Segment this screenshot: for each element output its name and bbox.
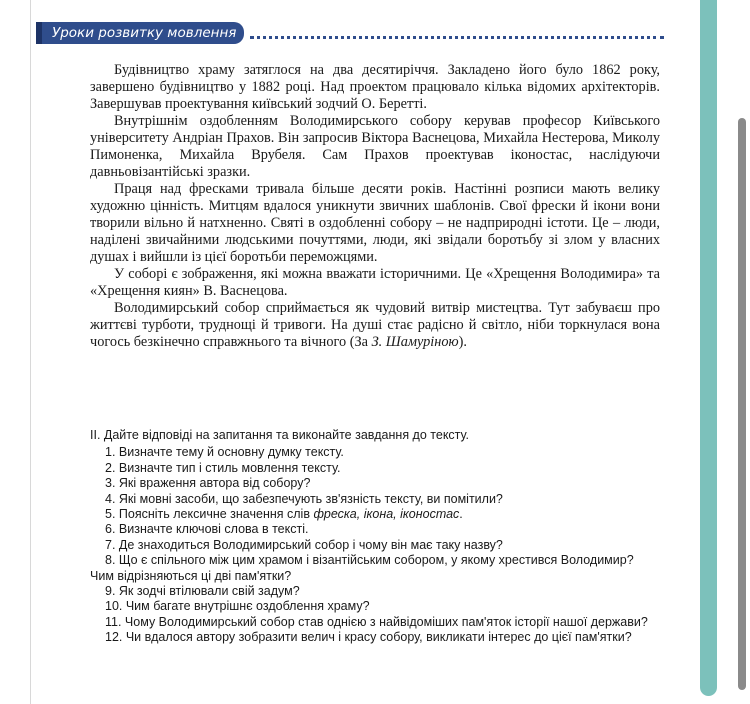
viewer-scrollbar[interactable] xyxy=(738,118,746,690)
questions-list xyxy=(90,445,660,645)
questions-block xyxy=(90,428,660,646)
question-5-words: фреска, ікона, іконостас xyxy=(313,507,460,522)
question-6: 6. Визначте ключові слова в тексті. xyxy=(105,522,309,537)
paragraph-1: Будівництво храму затяглося на два десятиріччя. Закладено його було 1862 року, завершено будівництво у 1882 році. Над проектом працювало кілька відомих архітекторів. Завершував проектування київський зодчий О. Беретті. xyxy=(90,62,660,112)
question-5 xyxy=(90,507,660,522)
paragraph-4: У соборі є зображення, які можна вважати історичними. Це «Хрещення Володимира» та «Хрещення киян» В. Васнецова. xyxy=(90,266,660,299)
source-author: З. Шамуріною xyxy=(371,334,459,350)
paragraph-3: Праця над фресками тривала більше десяти років. Настінні розписи мають велику художню цінність. Митцям вдалося уникнути звичних шаблонів. Свої фрески й ікони вони творили вільно й натхненно. Святі в оздобленні собору – не надприродні істоти. Це – люди, наділені звичайними людськими почуттями, люди, які звідали боротьбу зі злом у власних душах і вийшли із цієї боротьби переможцями. xyxy=(90,181,660,265)
section-title: Уроки розвитку мовлення xyxy=(36,22,244,44)
question-2: 2. Визначте тип і стиль мовлення тексту. xyxy=(105,460,341,475)
paragraph-2: Внутрішнім оздобленням Володимирського собору керував професор Київського університету Андріан Прахов. Він запросив Віктора Васнецова, Михайла Нестерова, Миколу Пимоненка, Михайла Врубеля. Сам Прахов проектував іконостас, наслідуючи давньовізантійські зразки. xyxy=(90,113,660,180)
question-12: 12. Чи вдалося автору зобразити велич і красу собору, викликати інтерес до цієї пам'ятки? xyxy=(105,630,632,645)
reading-text xyxy=(90,62,660,351)
paragraph-5-end: ). xyxy=(458,334,467,350)
question-8: 8. Що є спільного між цим храмом і візантійським собором, у якому хрестився Володимир? Чим відрізняються ці дві пам'ятки? xyxy=(90,553,634,583)
question-5-text: 5. Поясніть лексичне значення слів xyxy=(105,507,314,522)
question-9: 9. Як зодчі втілювали свій задум? xyxy=(105,584,300,599)
paragraph-5 xyxy=(90,300,660,351)
page-scrollbar[interactable] xyxy=(700,0,717,696)
section-header xyxy=(36,22,664,44)
header-dotted-line xyxy=(250,36,664,39)
question-3: 3. Які враження автора від собору? xyxy=(105,476,311,491)
question-1: 1. Визначте тему й основну думку тексту. xyxy=(105,445,344,460)
question-7: 7. Де знаходиться Володимирський собор і чому він має таку назву? xyxy=(105,537,503,552)
question-5-end: . xyxy=(459,507,463,522)
question-10: 10. Чим багате внутрішнє оздоблення храму? xyxy=(105,599,370,614)
paragraph-5-text: Володимирський собор сприймається як чудовий витвір мистецтва. Тут забуваєш про життєві турботи, труднощі й тривоги. На душі стає радісно й світло, ніби торкнулася вона чогось безкінечно справжнього та вічного (За xyxy=(90,300,660,350)
question-4: 4. Які мовні засоби, що забезпечують зв'язність тексту, ви помітили? xyxy=(105,491,503,506)
question-11: 11. Чому Володимирський собор став однією з найвідоміших пам'яток історії нашої держави? xyxy=(105,614,648,629)
questions-title: II. Дайте відповіді на запитання та виконайте завдання до тексту. xyxy=(90,428,470,442)
